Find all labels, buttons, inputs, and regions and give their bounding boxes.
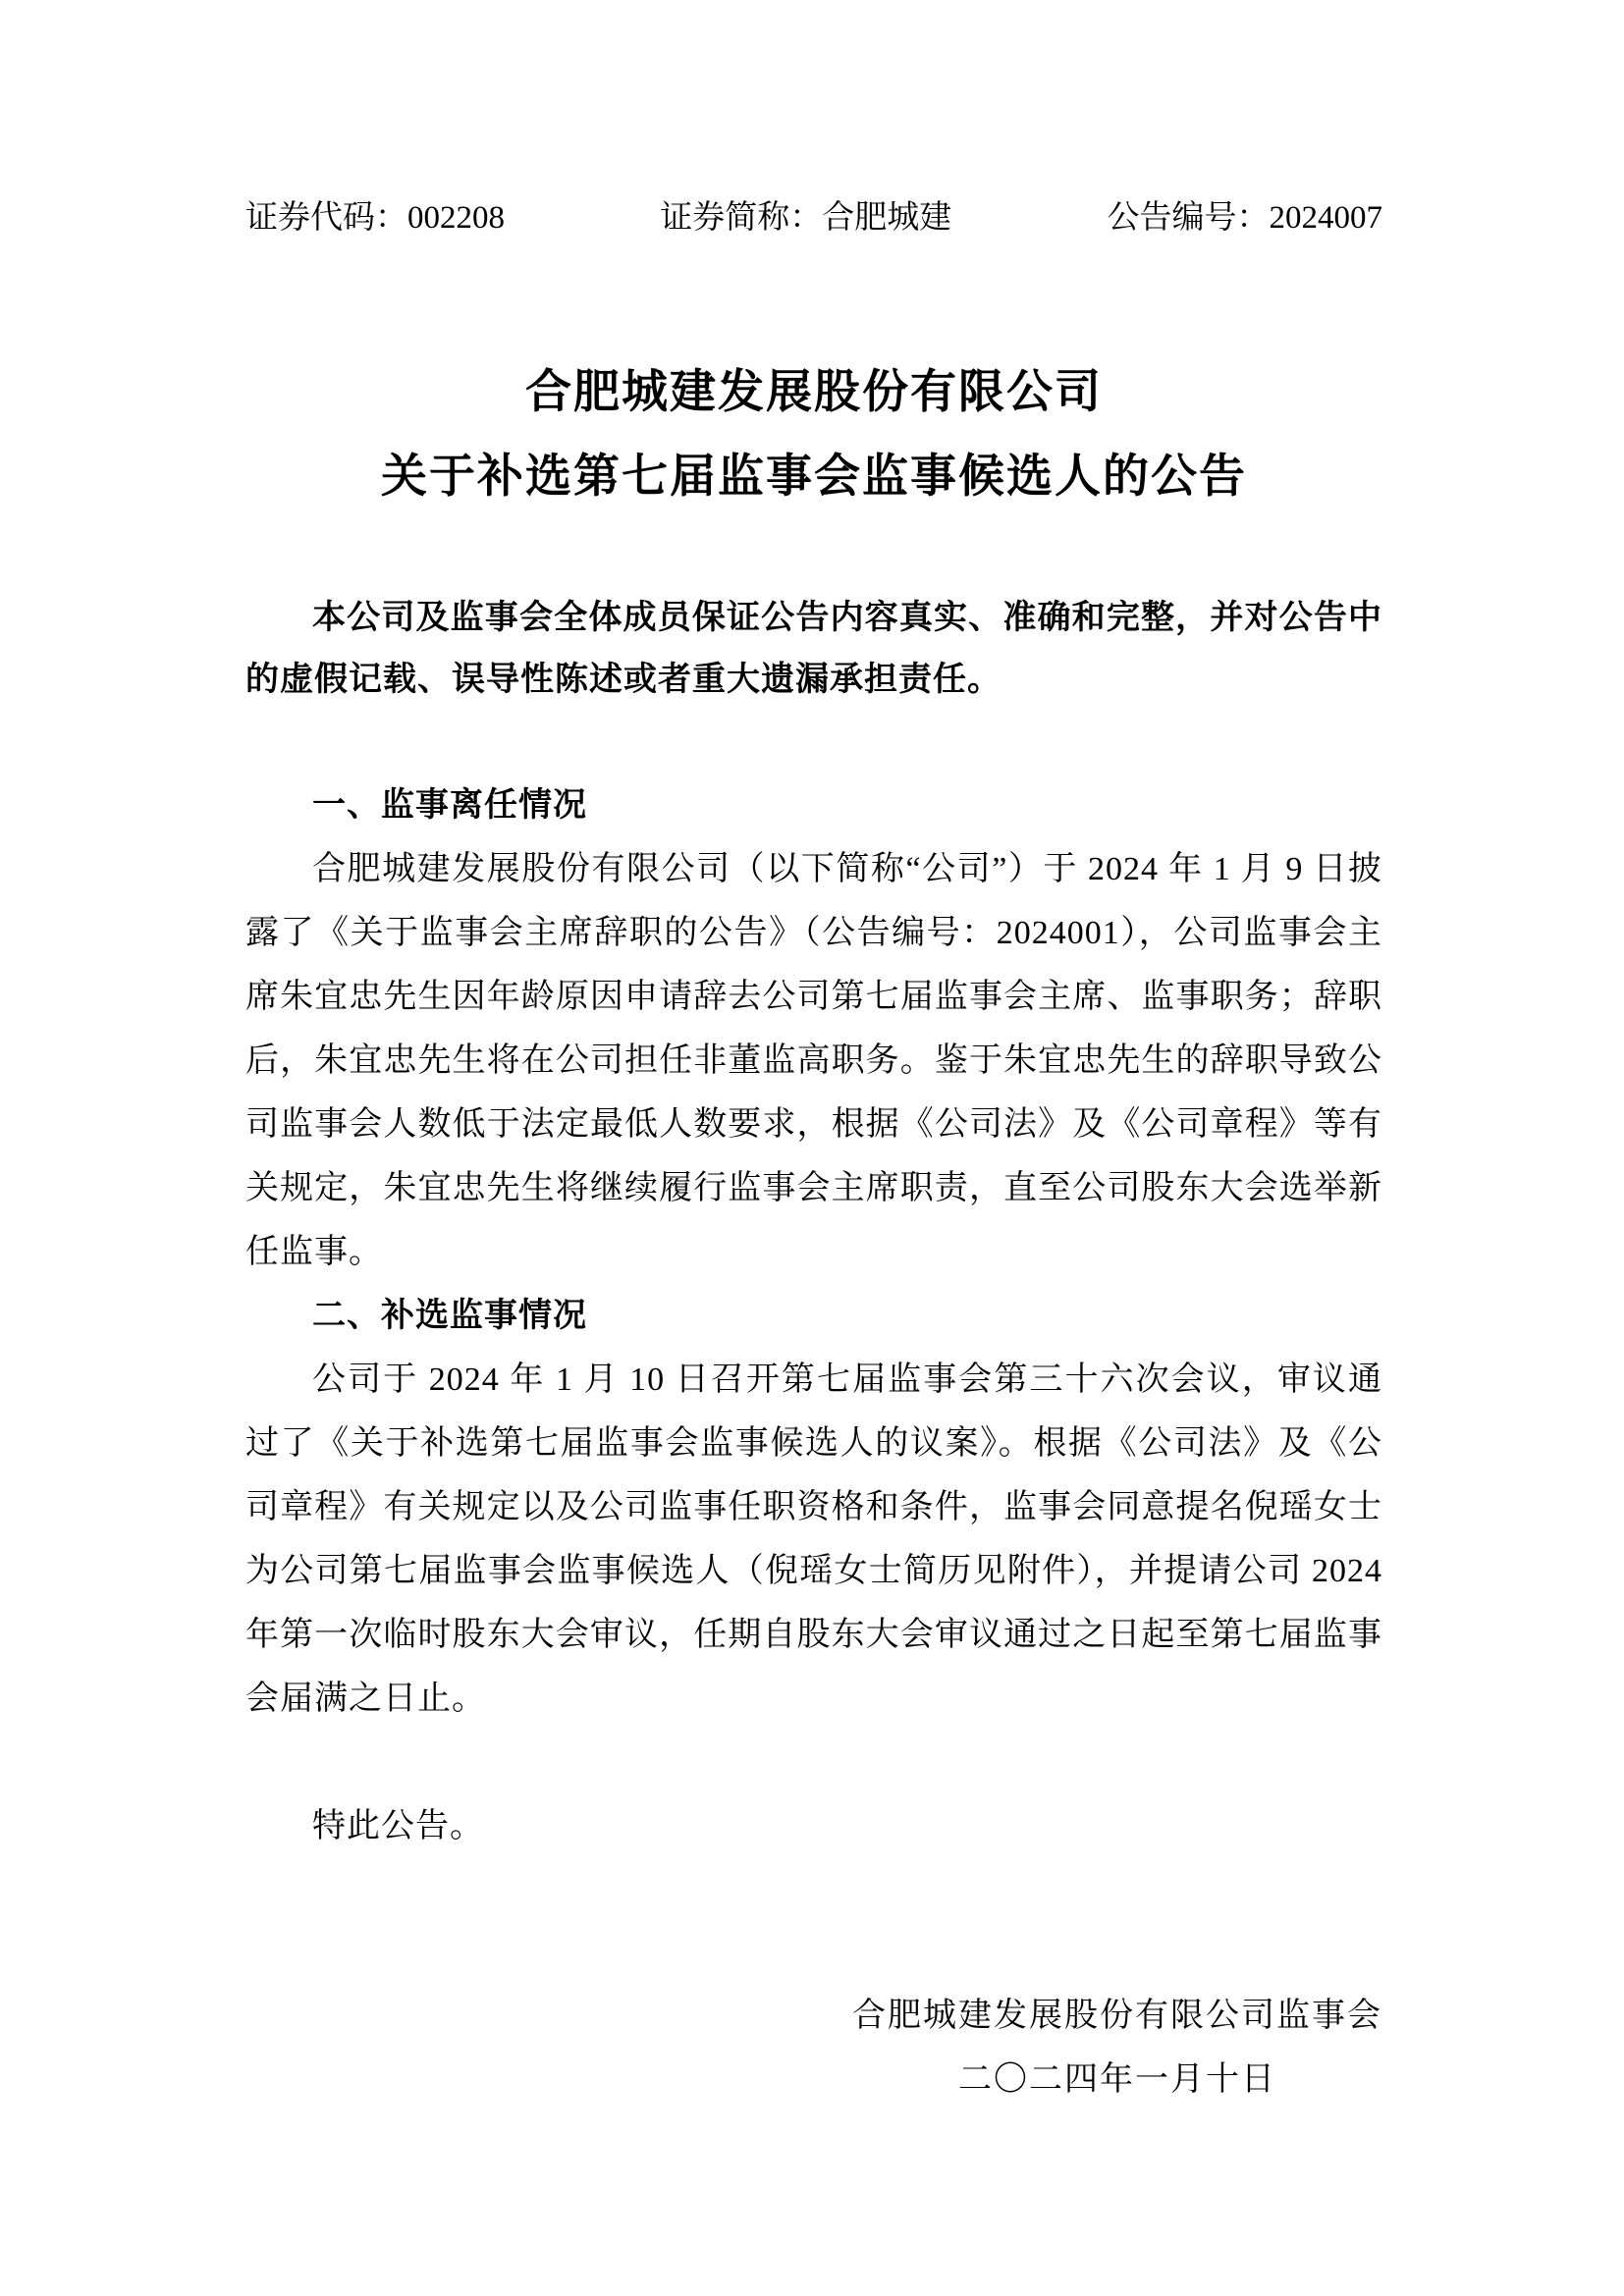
section-1-body: 合肥城建发展股份有限公司（以下简称“公司”）于 2024 年 1 月 9 日披露了《关于监事会主席辞职的公告》（公告编号：2024001），公司监事会主席朱宜忠先生因年龄原因申请辞去公司第七届监事会主席、监事职务；辞职后，朱宜忠先生将在公司担任非董监高职务。鉴于朱宜忠先生的辞职导致公司监事会人数低于法定最低人数要求，根据《公司法》及《公司章程》等有关规定，朱宜忠先生将继续履行监事会主席职责，直至公司股东大会选举新任监事。 bbox=[245, 851, 1382, 1270]
notice-number-label: 公告编号：2024007 bbox=[1107, 200, 1382, 236]
section-1-heading: 一、监事离任情况 bbox=[312, 787, 587, 824]
disclaimer-paragraph: 本公司及监事会全体成员保证公告内容真实、准确和完整，并对公告中的虚假记载、误导性陈述或者重大遗漏承担责任。 bbox=[245, 600, 1382, 698]
stock-code-label: 证券代码：002208 bbox=[245, 200, 505, 236]
signature-date: 二〇二四年一月十日 bbox=[958, 2061, 1276, 2098]
signature-block bbox=[245, 1984, 1382, 2111]
section-2-heading: 二、补选监事情况 bbox=[312, 1298, 587, 1334]
signature-company: 合肥城建发展股份有限公司监事会 bbox=[852, 1998, 1382, 2034]
company-title: 合肥城建发展股份有限公司 bbox=[525, 367, 1103, 418]
stock-name-label: 证券简称：合肥城建 bbox=[660, 200, 952, 236]
announcement-title: 关于补选第七届监事会监事候选人的公告 bbox=[381, 452, 1247, 503]
document-header-row bbox=[245, 198, 1382, 238]
section-2-body: 公司于 2024 年 1 月 10 日召开第七届监事会第三十六次会议，审议通过了《关于补选第七届监事会监事候选人的议案》。根据《公司法》及《公司章程》有关规定以及公司监事任职资格和条件，监事会同意提名倪瑶女士为公司第七届监事会监事候选人（倪瑶女士简历见附件），并提请公司 2024 年第一次临时股东大会审议，任期自股东大会审议通过之日起至第七届监事会届满之日止。 bbox=[245, 1362, 1382, 1717]
closing-statement: 特此公告。 bbox=[312, 1808, 484, 1844]
signature-inner bbox=[852, 1984, 1382, 2111]
